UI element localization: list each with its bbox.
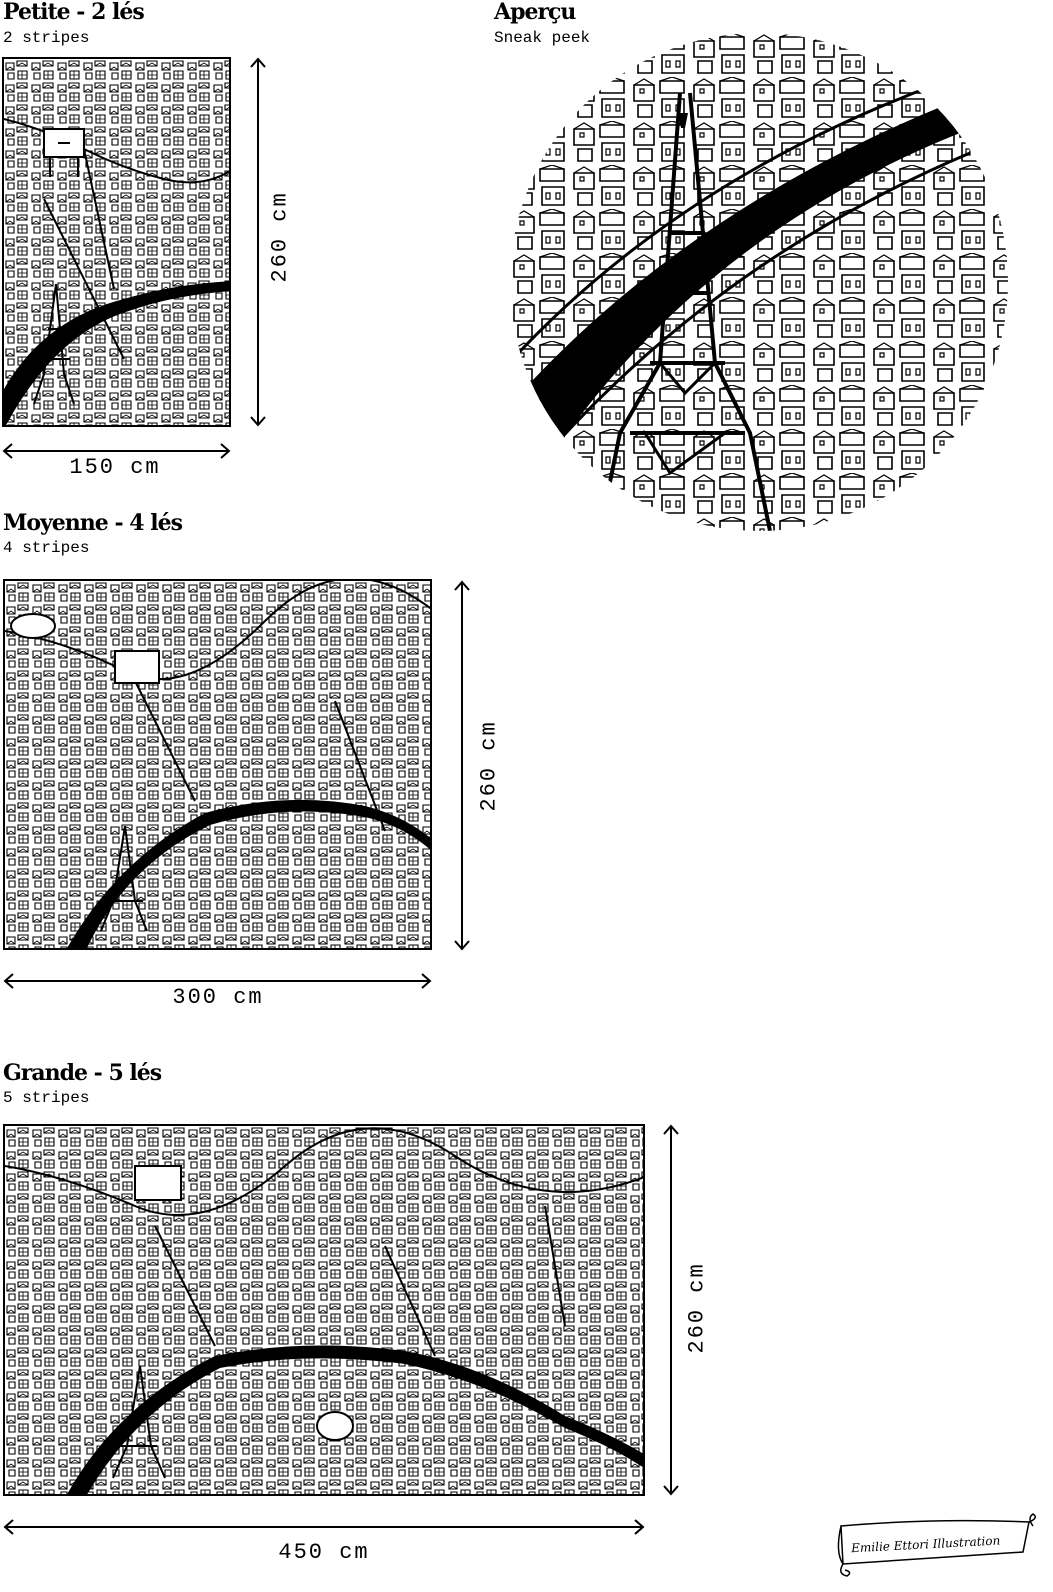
sneak-peek-circle [510, 33, 1008, 531]
grande-subtitle: 5 stripes [3, 1089, 90, 1107]
apercu-title: Aperçu [494, 0, 576, 25]
petite-width-label: 150 cm [69, 455, 161, 480]
petite-height-arrow [250, 57, 266, 427]
moyenne-width-label: 300 cm [172, 985, 264, 1010]
grande-width-arrow [3, 1519, 645, 1535]
petite-height-label: 260 cm [267, 191, 293, 283]
moyenne-subtitle: 4 stripes [3, 539, 90, 557]
svg-text:Emilie Ettori Illustration: Emilie Ettori Illustration [850, 1533, 1001, 1556]
petite-subtitle: 2 stripes [3, 29, 90, 47]
grande-title: Grande - 5 lés [3, 1060, 162, 1086]
grande-width-label: 450 cm [278, 1540, 370, 1565]
grande-height-label: 260 cm [684, 1262, 710, 1354]
moyenne-height-arrow [454, 580, 470, 951]
moyenne-height-label: 260 cm [476, 720, 502, 812]
signature-logo [833, 1512, 1038, 1582]
apercu-subtitle: Sneak peek [494, 29, 591, 47]
grande-height-arrow [663, 1124, 679, 1496]
moyenne-title: Moyenne - 4 lés [3, 510, 182, 536]
grande-wallpaper-preview [3, 1124, 645, 1496]
petite-wallpaper-preview [2, 57, 231, 427]
moyenne-wallpaper-preview [3, 579, 432, 950]
petite-title: Petite - 2 lés [3, 0, 144, 25]
